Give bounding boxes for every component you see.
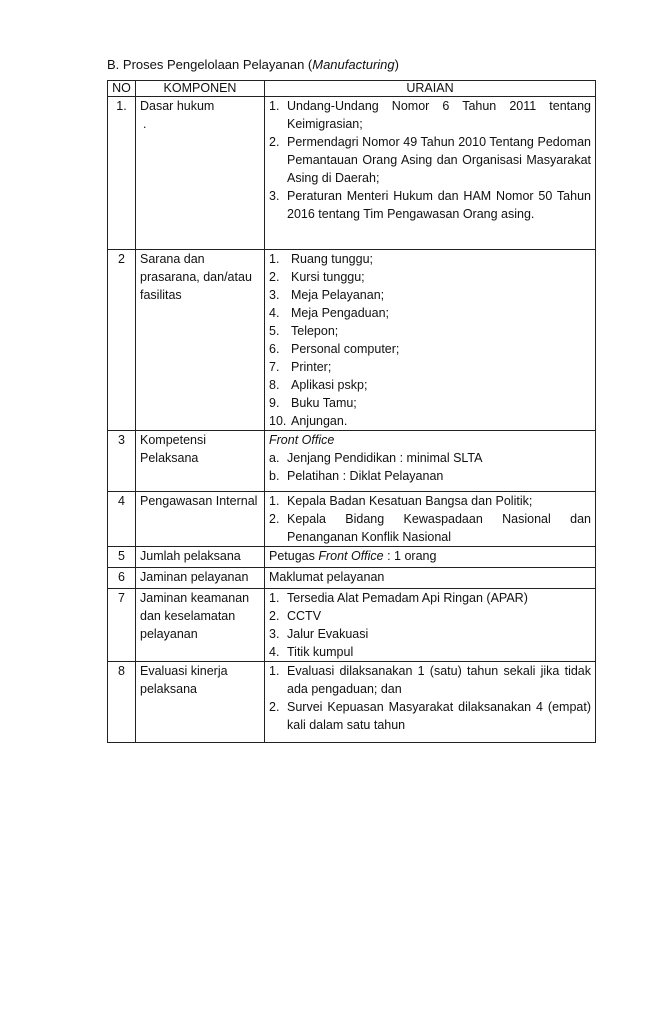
item-text: Anjungan. [291, 414, 348, 428]
row-komponen: Kompetensi Pelaksana [136, 431, 265, 492]
table-row [108, 662, 596, 743]
item-text: Kepala Badan Kesatuan Bangsa dan Politik; [287, 494, 533, 508]
item-number: 4. [269, 306, 280, 320]
uraian-list [269, 250, 591, 430]
item-number: 3. [269, 189, 280, 203]
item-number: 2. [269, 512, 280, 526]
uraian-suffix: : 1 orang [383, 549, 437, 563]
section-heading [107, 57, 399, 72]
item-number: 1. [269, 591, 280, 605]
item-number: 7. [269, 360, 280, 374]
header-komponen: KOMPONEN [136, 81, 265, 97]
list-item [269, 467, 591, 485]
header-uraian: URAIAN [265, 81, 596, 97]
item-text: Telepon; [291, 324, 339, 338]
service-process-table [107, 80, 596, 743]
item-number: 1. [269, 664, 280, 678]
list-item [269, 322, 591, 340]
list-item [269, 376, 591, 394]
heading-prefix: B. Proses Pengelolaan Pelayanan ( [107, 57, 313, 72]
list-item [269, 492, 591, 510]
list-item [269, 589, 591, 607]
row-uraian [265, 492, 596, 547]
item-number: 1. [269, 494, 280, 508]
uraian-italic: Front Office [318, 549, 384, 563]
item-text: Survei Kepuasan Masyarakat dilaksanakan 4 (empat) kali dalam satu tahun [287, 700, 591, 732]
item-text: Meja Pengaduan; [291, 306, 389, 320]
row-uraian [265, 589, 596, 662]
item-text: Ruang tunggu; [291, 252, 374, 266]
list-item [269, 97, 591, 133]
item-text: Printer; [291, 360, 332, 374]
item-text: Peraturan Menteri Hukum dan HAM Nomor 50 Tahun 2016 tentang Tim Pengawasan Orang asing. [287, 189, 591, 221]
row-number: 3 [108, 431, 136, 492]
item-number: 3. [269, 627, 280, 641]
list-item [269, 304, 591, 322]
item-number: 1. [269, 99, 280, 113]
item-text: Undang-Undang Nomor 6 Tahun 2011 tentang Keimigrasian; [287, 99, 591, 131]
header-no: NO [108, 81, 136, 97]
item-number: 10. [269, 414, 287, 428]
row-komponen [136, 97, 265, 250]
table-header-row [108, 81, 596, 97]
uraian-title: Front Office [269, 433, 335, 447]
list-item [269, 394, 591, 412]
list-item [269, 358, 591, 376]
item-number: 5. [269, 324, 280, 338]
item-text: Titik kumpul [287, 645, 354, 659]
komponen-mark: . [143, 117, 147, 131]
list-item [269, 412, 591, 430]
item-number: 9. [269, 396, 280, 410]
uraian-list [269, 589, 591, 661]
item-text: Tersedia Alat Pemadam Api Ringan (APAR) [287, 591, 528, 605]
list-item [269, 250, 591, 268]
row-number: 5 [108, 547, 136, 568]
item-text: Permendagri Nomor 49 Tahun 2010 Tentang Pedoman Pemantauan Orang Asing dan Organisasi Masyarakat Asing di Daerah; [287, 135, 591, 185]
item-text: CCTV [287, 609, 322, 623]
item-text: Jalur Evakuasi [287, 627, 369, 641]
item-number: 2. [269, 270, 280, 284]
list-item [269, 286, 591, 304]
item-number: 2. [269, 135, 280, 149]
komponen-label: Dasar hukum [140, 99, 215, 113]
row-number: 6 [108, 568, 136, 589]
table-row [108, 97, 596, 250]
heading-suffix: ) [394, 57, 399, 72]
list-item [269, 340, 591, 358]
item-text: Meja Pelayanan; [291, 288, 385, 302]
item-number: 8. [269, 378, 280, 392]
item-text: Kursi tunggu; [291, 270, 365, 284]
item-number: 1. [269, 252, 280, 266]
row-uraian [265, 431, 596, 492]
item-text: Kepala Bidang Kewaspadaan Nasional dan Penanganan Konflik Nasional [287, 512, 591, 544]
list-item [269, 449, 591, 467]
item-text: Jenjang Pendidikan : minimal SLTA [287, 451, 483, 465]
row-uraian: Maklumat pelayanan [265, 568, 596, 589]
table-row [108, 431, 596, 492]
list-item [269, 187, 591, 223]
item-number: 6. [269, 342, 280, 356]
row-komponen: Jumlah pelaksana [136, 547, 265, 568]
row-komponen: Evaluasi kinerja pelaksana [136, 662, 265, 743]
table-row [108, 547, 596, 568]
row-komponen: Sarana dan prasarana, dan/atau fasilitas [136, 250, 265, 431]
row-uraian [265, 97, 596, 250]
item-number: 4. [269, 645, 280, 659]
uraian-list [269, 97, 591, 223]
uraian-prefix: Petugas [269, 549, 319, 563]
uraian-list [269, 449, 591, 485]
item-number: 2. [269, 700, 280, 714]
item-text: Personal computer; [291, 342, 400, 356]
item-number: a. [269, 451, 280, 465]
row-number: 1. [108, 97, 136, 250]
item-text: Evaluasi dilaksanakan 1 (satu) tahun sekali jika tidak ada pengaduan; dan [287, 664, 591, 696]
uraian-list [269, 662, 591, 734]
list-item [269, 625, 591, 643]
row-number: 4 [108, 492, 136, 547]
row-komponen: Jaminan pelayanan [136, 568, 265, 589]
table-row [108, 492, 596, 547]
table-row [108, 568, 596, 589]
item-text: Buku Tamu; [291, 396, 357, 410]
uraian-list [269, 492, 591, 546]
row-number: 7 [108, 589, 136, 662]
list-item [269, 268, 591, 286]
list-item [269, 643, 591, 661]
item-text: Aplikasi pskp; [291, 378, 368, 392]
row-komponen: Jaminan keamanan dan keselamatan pelayanan [136, 589, 265, 662]
item-number: b. [269, 469, 280, 483]
row-number: 8 [108, 662, 136, 743]
row-uraian [265, 250, 596, 431]
row-uraian [265, 662, 596, 743]
item-number: 2. [269, 609, 280, 623]
row-uraian [265, 547, 596, 568]
heading-italic: Manufacturing [312, 57, 395, 72]
item-text: Pelatihan : Diklat Pelayanan [287, 469, 444, 483]
list-item [269, 510, 591, 546]
item-number: 3. [269, 288, 280, 302]
list-item [269, 133, 591, 187]
list-item [269, 698, 591, 734]
table-row [108, 250, 596, 431]
list-item [269, 662, 591, 698]
list-item [269, 607, 591, 625]
table-row [108, 589, 596, 662]
row-komponen: Pengawasan Internal [136, 492, 265, 547]
row-number: 2 [108, 250, 136, 431]
